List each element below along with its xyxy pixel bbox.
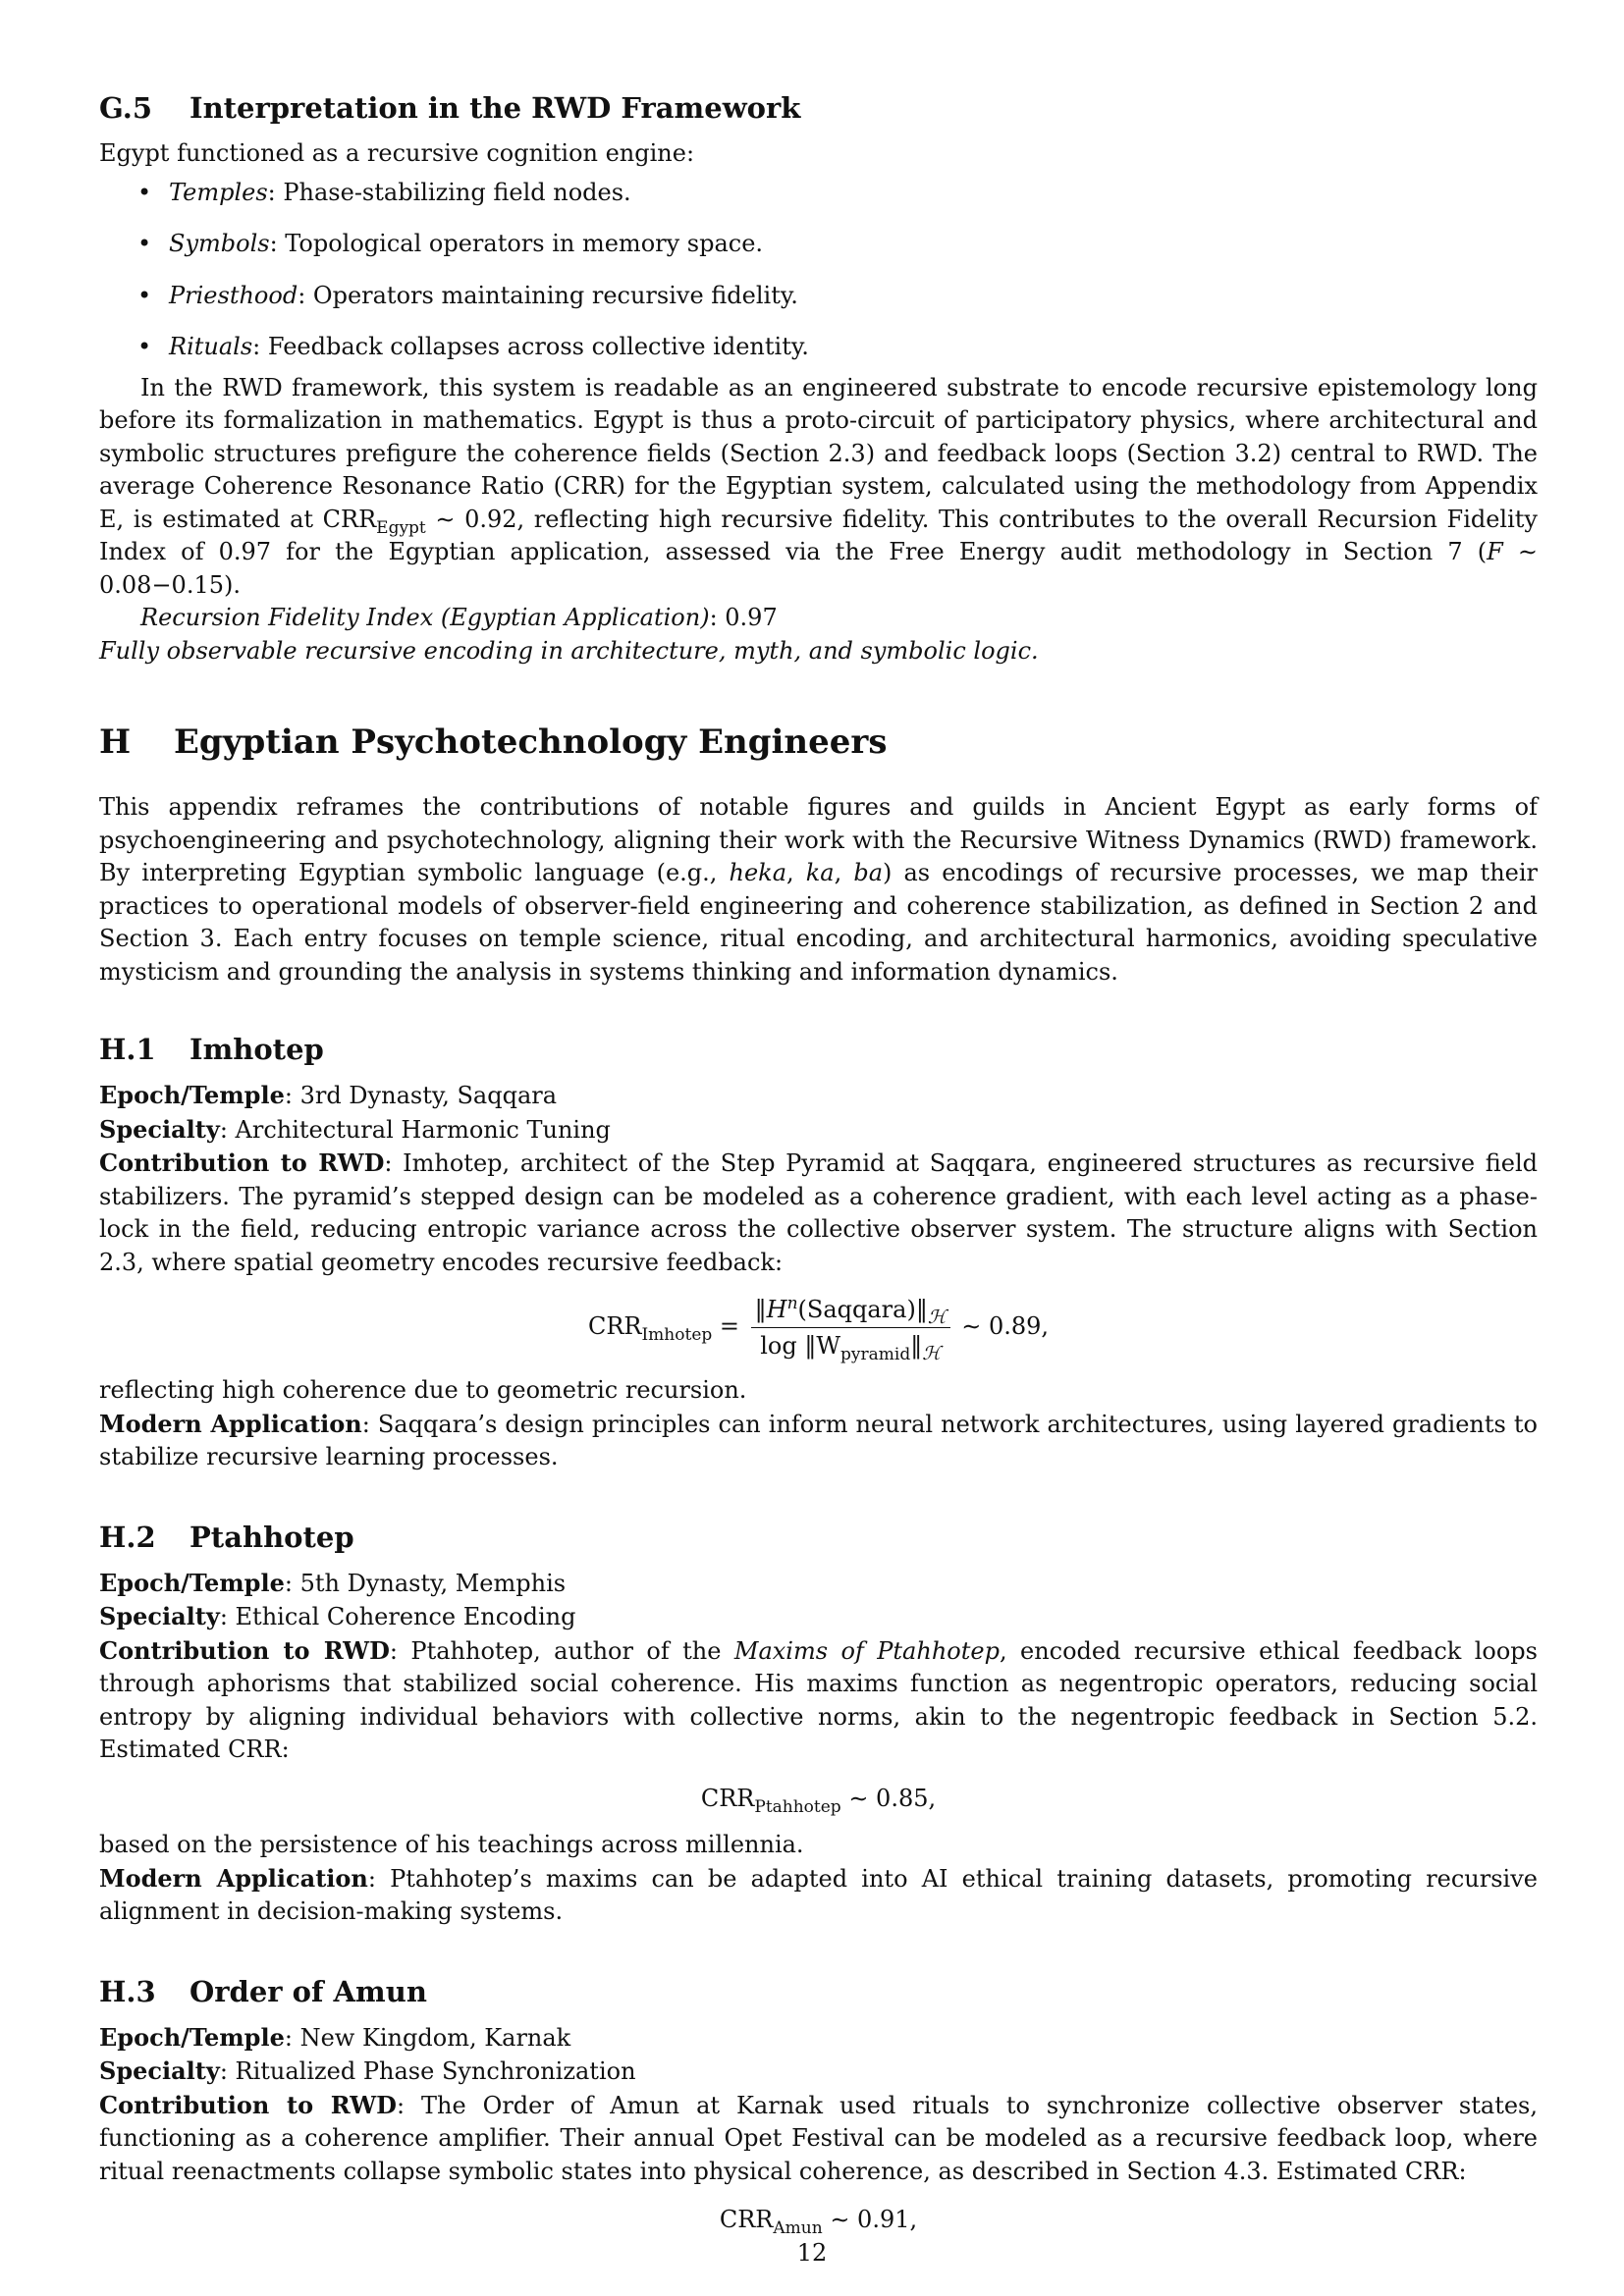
section-number: H.1 (99, 1033, 156, 1066)
field-label: Specialty (99, 1602, 220, 1630)
field-value: : New Kingdom, Karnak (284, 2023, 571, 2052)
term: ka (805, 859, 835, 886)
eq-equals: = (712, 1312, 747, 1340)
eq-rhs: ∼ 0.85, (840, 1784, 937, 1812)
epoch-line (99, 1567, 1538, 1601)
text-run: ) as encodings of recursive processes, we map their practices to operational models of observer-field engineering and coherence stabilization, as defined in Section 2 and Section 3. Each entry focuses on temple science, ritual encoding, and architectural harmonics, avoiding speculative mysticism and grounding the analysis in systems thinking and information dynamics. (99, 859, 1539, 986)
fraction (751, 1294, 950, 1364)
math-text: log ‖W (760, 1332, 841, 1360)
field-value: : 3rd Dynasty, Saqqara (284, 1082, 558, 1109)
bullet-term: Priesthood (169, 281, 298, 309)
math-var: F (1487, 538, 1503, 565)
paper-page (99, 90, 1538, 2251)
modern-application (99, 1408, 1538, 1474)
bullet-term: Rituals (169, 333, 253, 360)
field-label: Epoch/Temple (99, 1081, 285, 1109)
specialty-line (99, 1600, 1538, 1634)
math-text: ‖H (754, 1296, 787, 1323)
equation-crr-ptahhotep (99, 1783, 1538, 1816)
contribution-paragraph (99, 1634, 1538, 1767)
section-title: Ptahhotep (189, 1520, 354, 1554)
subscript: ℋ (922, 1343, 941, 1364)
field-label: Contribution to RWD (99, 1148, 385, 1177)
bullet-item (169, 331, 1538, 364)
bullet-term: Temples (169, 178, 268, 206)
subscript: ℋ (927, 1307, 947, 1328)
field-label: Epoch/Temple (99, 2022, 285, 2052)
field-value: : The Order of Amun at Karnak used rituals to synchronize collective observer states, functioning as a coherence amplifier. Their annual Opet Festival can be modeled as a recursive feedback loop, where ritual reenactments collapse symbolic states into physical coherence, as described in Section 4.3. Estimated CRR: (99, 2091, 1538, 2185)
field-value: : Ptahhotep’s maxims can be adapted into AI ethical training datasets, promoting recursive alignment in decision-making systems. (99, 1864, 1538, 1925)
bullet-item (169, 280, 1538, 313)
bullet-text: : Feedback collapses across collective identity. (252, 333, 809, 360)
bullet-term: Symbols (169, 230, 270, 257)
g5-closing (99, 635, 1538, 668)
field-value: : Saqqara’s design principles can inform neural network architectures, using layered gradients to stabilize recursive learning processes. (99, 1410, 1538, 1470)
subscript: Imhotep (641, 1325, 713, 1345)
text-run: ∼ 0.08−0.15). (99, 538, 1538, 599)
field-value: : 5th Dynasty, Memphis (284, 1569, 567, 1597)
subsection-heading-h2 (99, 1520, 1538, 1555)
field-label: Specialty (99, 2056, 220, 2085)
field-value: : Imhotep, architect of the Step Pyramid at Saqqara, engineered structures as recursive field stabilizers. The pyramid’s stepped design can be modeled as a coherence gradient, with each level acting as a phase-lock in the field, reducing entropic variance across the collective observer system. The structure aligns with Section 2.3, where spatial geometry encodes recursive feedback: (99, 1149, 1538, 1276)
contribution-paragraph (99, 2089, 1538, 2189)
subsection-heading-h1 (99, 1032, 1538, 1067)
section-number: H.3 (99, 1974, 156, 2008)
section-title: Egyptian Psychotechnology Engineers (174, 722, 888, 762)
field-label: Epoch/Temple (99, 1568, 285, 1597)
eq-lhs: CRR (719, 2206, 774, 2233)
field-value: , encoded recursive ethical feedback loops through aphorisms that stabilized social coherence. His maxims function as negentropic operators, reducing social entropy by aligning individual behaviors with collective norms, akin to the negentropic feedback in Section 5.2. Estimated CRR: (99, 1636, 1538, 1763)
closing-text: Fully observable recursive encoding in architecture, myth, and symbolic logic. (99, 636, 1039, 665)
denominator (756, 1328, 945, 1364)
epoch-line (99, 1079, 1538, 1113)
g5-intro: Egypt functioned as a recursive cognition engine: (99, 139, 695, 167)
eq-lhs: CRR (700, 1784, 755, 1812)
bullet-text: : Operators maintaining recursive fidelity. (298, 281, 798, 309)
math-text: ‖ (910, 1332, 923, 1360)
bullet-text: : Phase-stabilizing field nodes. (267, 178, 631, 206)
h-intro (99, 791, 1538, 988)
text-run: This appendix reframes the contributions of notable figures and guilds in Ancient Egypt as early forms of psychoengineering and psychotechnology, aligning their work with the Recursive Witness Dynamics (RWD) framework. By interpreting Egyptian symbolic language (e.g., (99, 793, 1538, 886)
subscript: pyramid (840, 1345, 911, 1364)
section-heading-h (99, 722, 1538, 762)
section-heading-g5 (99, 90, 1538, 126)
field-label: Contribution to RWD (99, 1635, 390, 1665)
page-number: 12 (796, 2239, 828, 2267)
section-title: Imhotep (189, 1033, 324, 1066)
field-value: : Architectural Harmonic Tuning (219, 1115, 611, 1144)
contribution-paragraph (99, 1147, 1538, 1279)
subscript: Amun (773, 2218, 823, 2238)
subscript: Ptahhotep (754, 1796, 841, 1817)
subsection-heading-h3 (99, 1974, 1538, 2009)
field-label: Modern Application (99, 1863, 368, 1893)
specialty-line (99, 2055, 1538, 2089)
rfi-value: : 0.97 (709, 604, 778, 631)
work-title: Maxims of Ptahhotep (733, 1636, 1000, 1665)
text-run: , (834, 859, 854, 886)
rfi-line (99, 602, 1538, 635)
subscript: Egypt (376, 517, 426, 538)
after-equation: based on the persistence of his teachings across millennia. (99, 1831, 804, 1858)
bullet-item (169, 177, 1538, 210)
section-number: H (99, 722, 132, 762)
equation-crr-amun (99, 2204, 1538, 2237)
bullet-text: : Topological operators in memory space. (269, 230, 764, 257)
numerator (751, 1295, 950, 1328)
eq-rhs: ∼ 0.91, (822, 2206, 918, 2233)
text-run: ∼ 0.92, reflecting high recursive fidelity. This contributes to the overall Recursion Fidelity Index of 0.97 for the Egyptian application, assessed via the Free Energy audit methodology in Section 7 ( (99, 505, 1538, 565)
eq-rhs: ∼ 0.89, (953, 1312, 1050, 1340)
section-title: Order of Amun (189, 1974, 427, 2008)
section-number: G.5 (99, 91, 153, 125)
g5-bullet-list (99, 177, 1538, 364)
field-value: : Ethical Coherence Encoding (219, 1603, 576, 1630)
text-run: , (786, 859, 806, 886)
section-number: H.2 (99, 1520, 156, 1554)
g5-paragraph (99, 372, 1538, 603)
superscript: n (786, 1294, 798, 1313)
term: heka (729, 859, 787, 886)
term: ba (853, 859, 884, 886)
equation-crr-imhotep (99, 1294, 1538, 1364)
math-text: (Saqqara)‖ (797, 1296, 928, 1323)
entry-imhotep (99, 1032, 1538, 1474)
eq-lhs: CRR (587, 1312, 642, 1340)
entry-order-of-amun (99, 1974, 1538, 2237)
field-label: Modern Application (99, 1409, 362, 1438)
epoch-line (99, 2021, 1538, 2056)
rfi-label: Recursion Fidelity Index (Egyptian Application) (140, 604, 710, 631)
entry-ptahhotep (99, 1520, 1538, 1929)
after-equation: reflecting high coherence due to geometric recursion. (99, 1376, 747, 1404)
field-value: : Ptahhotep, author of the (389, 1636, 734, 1665)
field-label: Specialty (99, 1114, 220, 1144)
specialty-line (99, 1113, 1538, 1148)
section-title: Interpretation in the RWD Framework (189, 91, 801, 125)
bullet-item (169, 228, 1538, 261)
text-run: In the RWD framework, this system is readable as an engineered substrate to encode recursive epistemology long before its formalization in mathematics. Egypt is thus a proto-circuit of participatory physics, where architectural and symbolic structures prefigure the coherence fields (Section 2.3) and feedback loops (Section 3.2) central to RWD. The average Coherence Resonance Ratio (CRR) for the Egyptian system, calculated using the methodology from Appendix E, is estimated at CRR (99, 373, 1538, 533)
modern-application (99, 1862, 1538, 1929)
field-label: Contribution to RWD (99, 2090, 397, 2119)
field-value: : Ritualized Phase Synchronization (219, 2057, 636, 2085)
